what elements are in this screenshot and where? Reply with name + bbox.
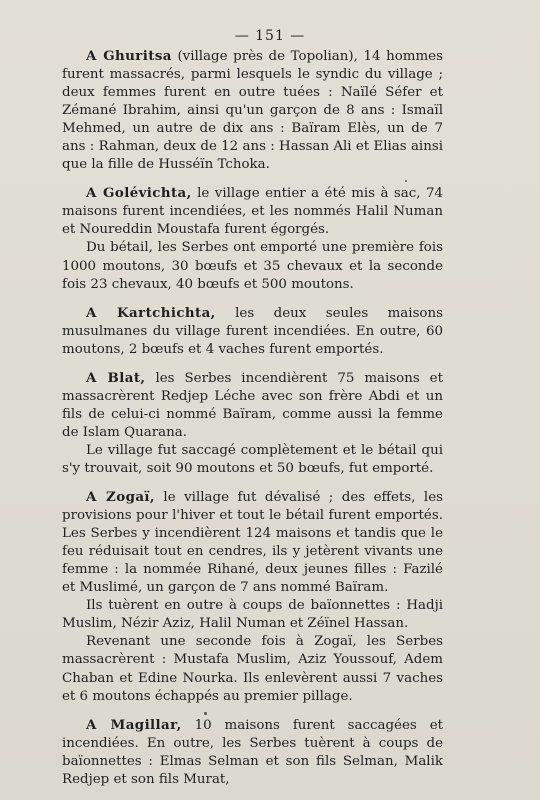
paragraph-text: Le village fut saccagé complètement et le bétail qui s'y trouvait, soit 90 moutons et 50 bœufs, fut emporté.	[62, 442, 443, 476]
place-name: A Kartchichta,	[86, 304, 216, 321]
ink-speck	[204, 712, 207, 715]
paragraph-text: (village près de Topolian), 14 hommes furent massacrés, parmi lesquels le syndic du village ; deux femmes furent en outre tuées : Naïlé Séfer et Zémané Ibrahim, ainsi qu'un garçon de 8 ans : Ismaïl Mehmed, un autre de dix ans : Baïram Elès, un de 7 ans : Rahman, deux de 12 ans : Hassan Ali et Elias ainsi que la fille de Husséïn Tchoka.	[62, 49, 443, 173]
paragraph-text: les Serbes incendièrent 75 maisons et massacrèrent Redjep Léche avec son frère Abdi et un fils de celui-ci nommé Baïram, comme aussi la femme de Islam Quarana.	[62, 370, 443, 440]
body-text	[62, 47, 443, 789]
paragraph-zogai-return	[62, 633, 443, 705]
paragraph-text: le village fut dévalisé ; des effets, les provisions pour l'hiver et tout le bétail furent emportés. Les Serbes y incendièrent 124 maisons et tandis que le feu réduisait tout en cendres, ils y jetèrent vivants une femme : la nommée Rihané, deux jeunes filles : Fazilé et Muslimé, un garçon de 7 ans nommé Baïram.	[62, 490, 443, 596]
paragraph-blat-pillage	[62, 442, 443, 478]
paragraph-zogai-killed	[62, 597, 443, 633]
paragraph-text: les deux seules maisons musulmanes du village furent incendiées. En outre, 60 moutons, 2 bœufs et 4 vaches furent emportés.	[62, 305, 443, 357]
place-name: A Ghuritsa	[86, 48, 172, 64]
paragraph-magillar	[62, 716, 443, 789]
paragraph-text: le village entier a été mis à sac, 74 maisons furent incendiées, et les nommés Halil Numan et Noureddin Moustafa furent égorgés.	[62, 186, 443, 238]
paragraph-golevichta-cattle	[62, 239, 443, 293]
place-name: A Blat,	[86, 369, 146, 386]
paragraph-text: 10 maisons furent saccagées et incendiées. En outre, les Serbes tuèrent à coups de baïonnettes : Elmas Selman et son fils Selman, Malik Redjep et son fils Murat,	[62, 717, 443, 787]
page-number: — 151 —	[234, 28, 306, 44]
paragraph-blat	[62, 369, 443, 442]
place-name: A Golévichta,	[86, 185, 192, 202]
place-name: A Magillar,	[86, 716, 182, 733]
paragraph-zogai	[62, 488, 443, 597]
paragraph-kartchichta	[62, 304, 443, 359]
place-name: A Zogaï,	[86, 489, 155, 506]
paragraph-golevichta	[62, 184, 443, 239]
paragraph-ghuritsa	[62, 47, 443, 174]
ink-speck	[405, 180, 407, 182]
paragraph-text: Ils tuèrent en outre à coups de baïonnettes : Hadji Muslim, Nézir Aziz, Halil Numan et Zéïnel Hassan.	[62, 598, 443, 632]
paragraph-text: Revenant une seconde fois à Zogaï, les Serbes massacrèrent : Mustafa Muslim, Aziz Youssouf, Adem Chaban et Edine Nourka. Ils enlevèrent aussi 7 vaches et 6 moutons échappés au premier pillage.	[62, 634, 443, 704]
paragraph-text: Du bétail, les Serbes ont emporté une première fois 1000 moutons, 30 bœufs et 35 chevaux et la seconde fois 23 chevaux, 40 bœufs et 500 moutons.	[62, 240, 443, 292]
